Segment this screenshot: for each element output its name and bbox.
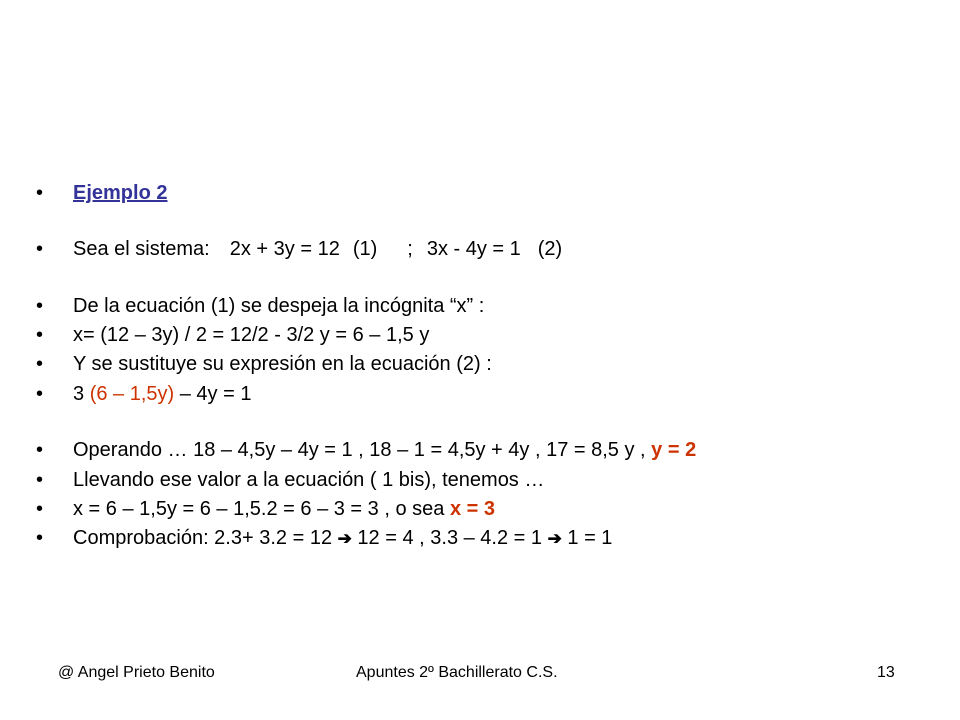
- operando-line: [36, 438, 696, 462]
- comprobacion-line: [36, 526, 612, 551]
- bullet: •: [36, 324, 44, 346]
- equation-2: 3x - 4y = 1: [426, 238, 521, 260]
- llevando-line: [36, 468, 544, 492]
- substitution-line: [36, 382, 251, 406]
- example-title: Ejemplo 2: [73, 182, 168, 204]
- x-result-line: [36, 497, 495, 521]
- bullet: •: [36, 439, 44, 461]
- bullet: •: [36, 469, 44, 491]
- comprobacion-text-b: 12 = 4 , 3.3 – 4.2 = 1: [351, 527, 548, 549]
- bullet: •: [36, 238, 44, 260]
- x-expression-text: x= (12 – 3y) / 2 = 12/2 - 3/2 y = 6 – 1,5 y: [73, 324, 430, 346]
- bullet: •: [36, 353, 44, 375]
- substitution-highlight: (6 – 1,5y): [89, 383, 175, 405]
- comprobacion-text-a: Comprobación: 2.3+ 3.2 = 12: [73, 527, 338, 549]
- bullet: •: [36, 383, 44, 405]
- equation-2-tag: (2): [537, 238, 563, 260]
- system-label: Sea el sistema:: [73, 238, 210, 260]
- sustituye-line: [36, 352, 492, 376]
- footer-course: Apuntes 2º Bachillerato C.S.: [356, 664, 558, 681]
- equation-1: 2x + 3y = 12: [229, 238, 340, 260]
- despeja-line: [36, 294, 484, 318]
- llevando-text: Llevando ese valor a la ecuación ( 1 bis), tenemos …: [73, 469, 545, 491]
- arrow-right-icon: ➔: [337, 529, 352, 548]
- bullet: •: [36, 295, 44, 317]
- x-expression-line: [36, 323, 429, 347]
- bullet: •: [36, 498, 44, 520]
- sustituye-text: Y se sustituye su expresión en la ecuación (2) :: [73, 353, 492, 375]
- footer-author: @ Angel Prieto Benito: [58, 664, 215, 681]
- y-result: y = 2: [651, 439, 697, 461]
- substitution-pre: 3: [73, 383, 90, 405]
- footer-page-number: 13: [877, 664, 895, 681]
- equation-separator: ;: [407, 238, 413, 260]
- x-result: x = 3: [449, 498, 495, 520]
- title-line: [36, 181, 167, 205]
- comprobacion-text-c: 1 = 1: [561, 527, 613, 549]
- system-line: [36, 237, 562, 261]
- bullet: •: [36, 527, 44, 549]
- equation-1-tag: (1): [352, 238, 378, 260]
- despeja-text: De la ecuación (1) se despeja la incógnita “x” :: [73, 295, 485, 317]
- x-result-text: x = 6 – 1,5y = 6 – 1,5.2 = 6 – 3 = 3 , o sea: [73, 498, 450, 520]
- arrow-right-icon: ➔: [547, 529, 562, 548]
- operando-text: Operando … 18 – 4,5y – 4y = 1 , 18 – 1 = 4,5y + 4y , 17 = 8,5 y ,: [73, 439, 652, 461]
- substitution-post: – 4y = 1: [174, 383, 252, 405]
- bullet: •: [36, 182, 44, 204]
